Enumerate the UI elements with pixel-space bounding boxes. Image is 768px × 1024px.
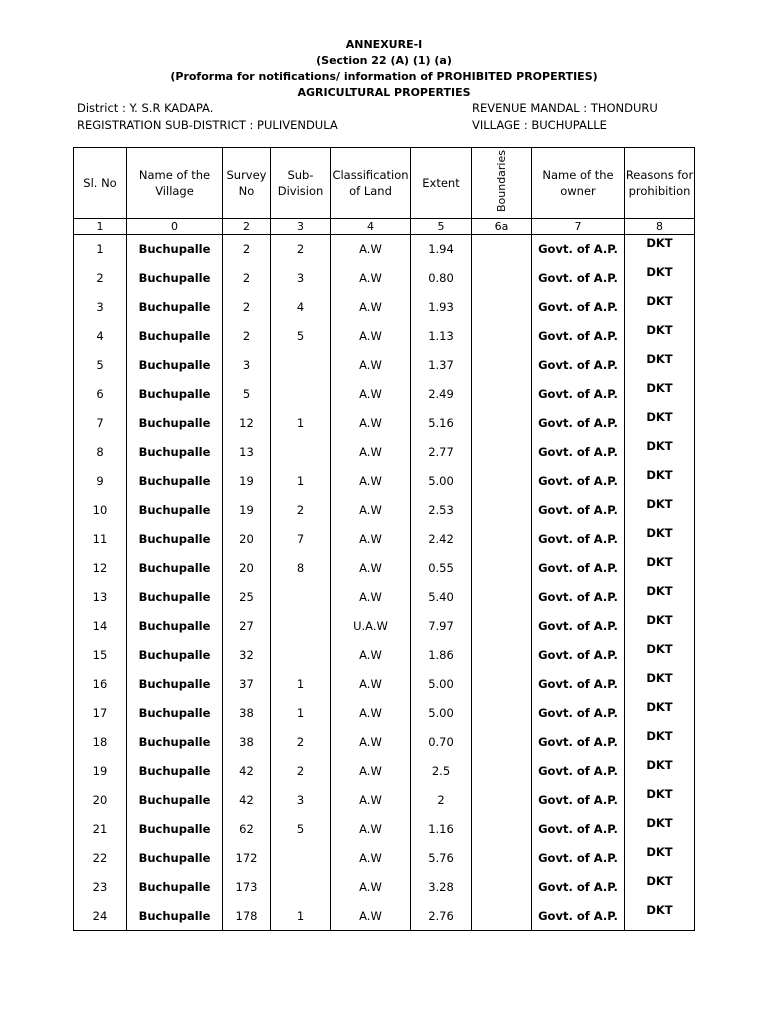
cell-sub-division: 8 — [271, 554, 331, 583]
cell-sl-no: 15 — [74, 641, 127, 670]
cell-village-name: Buchupalle — [127, 235, 223, 264]
cell-reason: DKT — [625, 902, 695, 931]
cell-village-name: Buchupalle — [127, 728, 223, 757]
cell-sl-no: 18 — [74, 728, 127, 757]
prohibited-properties-table — [73, 147, 695, 931]
cell-sl-no: 2 — [74, 264, 127, 293]
cell-reason: DKT — [625, 641, 695, 670]
column-number: 4 — [331, 219, 411, 235]
village-label: VILLAGE : BUCHUPALLE — [472, 118, 607, 132]
cell-extent: 1.93 — [411, 293, 472, 322]
cell-owner-name: Govt. of A.P. — [532, 902, 625, 931]
cell-village-name: Buchupalle — [127, 554, 223, 583]
header-survey-no: Survey No — [223, 148, 271, 219]
cell-survey-no: 2 — [223, 293, 271, 322]
cell-survey-no: 2 — [223, 322, 271, 351]
cell-survey-no: 62 — [223, 815, 271, 844]
cell-sl-no: 1 — [74, 235, 127, 264]
cell-extent: 5.00 — [411, 467, 472, 496]
cell-boundaries — [472, 873, 532, 902]
table-row — [74, 583, 695, 612]
table-header-row — [74, 148, 695, 219]
cell-classification: U.A.W — [331, 612, 411, 641]
cell-owner-name: Govt. of A.P. — [532, 380, 625, 409]
cell-boundaries — [472, 293, 532, 322]
cell-boundaries — [472, 699, 532, 728]
cell-extent: 0.70 — [411, 728, 472, 757]
cell-village-name: Buchupalle — [127, 873, 223, 902]
cell-sl-no: 12 — [74, 554, 127, 583]
cell-sub-division — [271, 641, 331, 670]
cell-owner-name: Govt. of A.P. — [532, 670, 625, 699]
cell-village-name: Buchupalle — [127, 902, 223, 931]
cell-sub-division — [271, 438, 331, 467]
cell-survey-no: 42 — [223, 786, 271, 815]
cell-extent: 7.97 — [411, 612, 472, 641]
cell-owner-name: Govt. of A.P. — [532, 264, 625, 293]
cell-sl-no: 4 — [74, 322, 127, 351]
cell-sub-division — [271, 873, 331, 902]
cell-village-name: Buchupalle — [127, 699, 223, 728]
cell-reason: DKT — [625, 554, 695, 583]
cell-reason: DKT — [625, 786, 695, 815]
cell-classification: A.W — [331, 467, 411, 496]
cell-extent: 2 — [411, 786, 472, 815]
cell-reason: DKT — [625, 235, 695, 264]
cell-classification: A.W — [331, 815, 411, 844]
cell-boundaries — [472, 467, 532, 496]
cell-village-name: Buchupalle — [127, 409, 223, 438]
property-type-heading: AGRICULTURAL PROPERTIES — [297, 86, 471, 99]
cell-village-name: Buchupalle — [127, 380, 223, 409]
cell-sl-no: 19 — [74, 757, 127, 786]
cell-boundaries — [472, 757, 532, 786]
cell-survey-no: 178 — [223, 902, 271, 931]
table-row — [74, 873, 695, 902]
column-number: 5 — [411, 219, 472, 235]
column-number: 1 — [74, 219, 127, 235]
table-row — [74, 293, 695, 322]
cell-village-name: Buchupalle — [127, 496, 223, 525]
registration-subdistrict-label: REGISTRATION SUB-DISTRICT : PULIVENDULA — [77, 118, 338, 132]
cell-boundaries — [472, 438, 532, 467]
column-number: 3 — [271, 219, 331, 235]
cell-owner-name: Govt. of A.P. — [532, 786, 625, 815]
cell-owner-name: Govt. of A.P. — [532, 873, 625, 902]
header-village-name: Name of the Village — [127, 148, 223, 219]
cell-sub-division: 2 — [271, 235, 331, 264]
cell-extent: 2.53 — [411, 496, 472, 525]
header-sl-no: Sl. No — [74, 148, 127, 219]
header-extent: Extent — [411, 148, 472, 219]
table-row — [74, 728, 695, 757]
cell-survey-no: 38 — [223, 728, 271, 757]
cell-owner-name: Govt. of A.P. — [532, 322, 625, 351]
cell-sl-no: 21 — [74, 815, 127, 844]
cell-owner-name: Govt. of A.P. — [532, 351, 625, 380]
table-row — [74, 670, 695, 699]
cell-sl-no: 7 — [74, 409, 127, 438]
cell-extent: 1.13 — [411, 322, 472, 351]
cell-reason: DKT — [625, 380, 695, 409]
cell-extent: 1.37 — [411, 351, 472, 380]
cell-sub-division: 1 — [271, 902, 331, 931]
cell-reason: DKT — [625, 728, 695, 757]
cell-village-name: Buchupalle — [127, 786, 223, 815]
header-boundaries: Boundaries — [472, 148, 532, 219]
cell-reason: DKT — [625, 670, 695, 699]
cell-sl-no: 13 — [74, 583, 127, 612]
cell-survey-no: 2 — [223, 235, 271, 264]
cell-classification: A.W — [331, 728, 411, 757]
cell-classification: A.W — [331, 583, 411, 612]
cell-boundaries — [472, 786, 532, 815]
cell-reason: DKT — [625, 525, 695, 554]
annexure-title: ANNEXURE-I — [345, 38, 423, 51]
cell-boundaries — [472, 554, 532, 583]
header-sub-division: Sub- Division — [271, 148, 331, 219]
cell-boundaries — [472, 322, 532, 351]
cell-extent: 3.28 — [411, 873, 472, 902]
cell-reason: DKT — [625, 293, 695, 322]
cell-sl-no: 17 — [74, 699, 127, 728]
cell-extent: 5.00 — [411, 670, 472, 699]
cell-sub-division: 5 — [271, 322, 331, 351]
cell-boundaries — [472, 612, 532, 641]
cell-sl-no: 5 — [74, 351, 127, 380]
cell-extent: 2.42 — [411, 525, 472, 554]
cell-owner-name: Govt. of A.P. — [532, 844, 625, 873]
cell-sl-no: 22 — [74, 844, 127, 873]
table-row — [74, 844, 695, 873]
table-body — [74, 235, 695, 931]
section-reference: (Section 22 (A) (1) (a) — [316, 54, 452, 67]
cell-reason: DKT — [625, 438, 695, 467]
cell-sl-no: 10 — [74, 496, 127, 525]
cell-classification: A.W — [331, 525, 411, 554]
district-label: District : Y. S.R KADAPA. — [77, 101, 214, 115]
cell-sub-division: 2 — [271, 728, 331, 757]
column-number: 0 — [127, 219, 223, 235]
table-row — [74, 496, 695, 525]
cell-survey-no: 38 — [223, 699, 271, 728]
cell-classification: A.W — [331, 438, 411, 467]
table-row — [74, 380, 695, 409]
cell-sl-no: 9 — [74, 467, 127, 496]
cell-sl-no: 11 — [74, 525, 127, 554]
cell-owner-name: Govt. of A.P. — [532, 641, 625, 670]
cell-owner-name: Govt. of A.P. — [532, 235, 625, 264]
cell-reason: DKT — [625, 264, 695, 293]
cell-classification: A.W — [331, 351, 411, 380]
cell-extent: 1.94 — [411, 235, 472, 264]
cell-survey-no: 13 — [223, 438, 271, 467]
cell-boundaries — [472, 641, 532, 670]
cell-owner-name: Govt. of A.P. — [532, 583, 625, 612]
cell-survey-no: 19 — [223, 496, 271, 525]
cell-reason: DKT — [625, 815, 695, 844]
cell-classification: A.W — [331, 264, 411, 293]
cell-reason: DKT — [625, 496, 695, 525]
cell-classification: A.W — [331, 322, 411, 351]
cell-reason: DKT — [625, 467, 695, 496]
cell-sub-division — [271, 612, 331, 641]
cell-boundaries — [472, 815, 532, 844]
cell-survey-no: 37 — [223, 670, 271, 699]
cell-village-name: Buchupalle — [127, 583, 223, 612]
cell-sub-division — [271, 844, 331, 873]
cell-village-name: Buchupalle — [127, 322, 223, 351]
column-number: 2 — [223, 219, 271, 235]
cell-survey-no: 42 — [223, 757, 271, 786]
cell-village-name: Buchupalle — [127, 525, 223, 554]
cell-sub-division: 2 — [271, 757, 331, 786]
cell-survey-no: 2 — [223, 264, 271, 293]
table-row — [74, 699, 695, 728]
cell-classification: A.W — [331, 554, 411, 583]
cell-village-name: Buchupalle — [127, 612, 223, 641]
table-row — [74, 815, 695, 844]
table-row — [74, 467, 695, 496]
cell-survey-no: 12 — [223, 409, 271, 438]
cell-extent: 5.40 — [411, 583, 472, 612]
cell-village-name: Buchupalle — [127, 670, 223, 699]
table-row — [74, 264, 695, 293]
table-row — [74, 351, 695, 380]
cell-boundaries — [472, 496, 532, 525]
cell-reason: DKT — [625, 409, 695, 438]
cell-boundaries — [472, 844, 532, 873]
cell-sl-no: 3 — [74, 293, 127, 322]
cell-classification: A.W — [331, 699, 411, 728]
cell-classification: A.W — [331, 902, 411, 931]
cell-boundaries — [472, 525, 532, 554]
cell-boundaries — [472, 902, 532, 931]
cell-owner-name: Govt. of A.P. — [532, 467, 625, 496]
cell-boundaries — [472, 728, 532, 757]
cell-classification: A.W — [331, 873, 411, 902]
cell-village-name: Buchupalle — [127, 293, 223, 322]
table-row — [74, 554, 695, 583]
cell-village-name: Buchupalle — [127, 757, 223, 786]
cell-boundaries — [472, 380, 532, 409]
cell-owner-name: Govt. of A.P. — [532, 554, 625, 583]
cell-boundaries — [472, 351, 532, 380]
cell-extent: 2.49 — [411, 380, 472, 409]
cell-survey-no: 172 — [223, 844, 271, 873]
cell-extent: 0.80 — [411, 264, 472, 293]
cell-village-name: Buchupalle — [127, 641, 223, 670]
header-reasons: Reasons for prohibition — [625, 148, 695, 219]
cell-extent: 1.16 — [411, 815, 472, 844]
cell-boundaries — [472, 583, 532, 612]
cell-sub-division — [271, 380, 331, 409]
cell-survey-no: 173 — [223, 873, 271, 902]
cell-sl-no: 23 — [74, 873, 127, 902]
cell-survey-no: 20 — [223, 554, 271, 583]
cell-classification: A.W — [331, 670, 411, 699]
cell-sub-division: 3 — [271, 264, 331, 293]
cell-survey-no: 32 — [223, 641, 271, 670]
table-row — [74, 322, 695, 351]
cell-reason: DKT — [625, 322, 695, 351]
cell-sl-no: 20 — [74, 786, 127, 815]
cell-sub-division: 2 — [271, 496, 331, 525]
table-row — [74, 786, 695, 815]
cell-classification: A.W — [331, 786, 411, 815]
table-row — [74, 612, 695, 641]
table-row — [74, 757, 695, 786]
cell-sl-no: 14 — [74, 612, 127, 641]
cell-village-name: Buchupalle — [127, 438, 223, 467]
table-row — [74, 641, 695, 670]
cell-reason: DKT — [625, 844, 695, 873]
cell-sl-no: 24 — [74, 902, 127, 931]
cell-reason: DKT — [625, 757, 695, 786]
cell-owner-name: Govt. of A.P. — [532, 728, 625, 757]
cell-owner-name: Govt. of A.P. — [532, 496, 625, 525]
cell-survey-no: 5 — [223, 380, 271, 409]
cell-classification: A.W — [331, 380, 411, 409]
cell-classification: A.W — [331, 496, 411, 525]
cell-sub-division: 1 — [271, 409, 331, 438]
cell-sub-division: 1 — [271, 467, 331, 496]
cell-extent: 1.86 — [411, 641, 472, 670]
column-number: 7 — [532, 219, 625, 235]
cell-reason: DKT — [625, 873, 695, 902]
cell-classification: A.W — [331, 641, 411, 670]
cell-sub-division — [271, 351, 331, 380]
cell-classification: A.W — [331, 293, 411, 322]
cell-sub-division: 5 — [271, 815, 331, 844]
table-row — [74, 902, 695, 931]
cell-reason: DKT — [625, 612, 695, 641]
cell-owner-name: Govt. of A.P. — [532, 699, 625, 728]
cell-sl-no: 8 — [74, 438, 127, 467]
cell-extent: 2.76 — [411, 902, 472, 931]
cell-owner-name: Govt. of A.P. — [532, 409, 625, 438]
proforma-title: (Proforma for notifications/ information of PROHIBITED PROPERTIES) — [170, 70, 598, 83]
header-classification: Classification of Land — [331, 148, 411, 219]
cell-owner-name: Govt. of A.P. — [532, 815, 625, 844]
cell-reason: DKT — [625, 351, 695, 380]
cell-extent: 5.00 — [411, 699, 472, 728]
cell-village-name: Buchupalle — [127, 467, 223, 496]
cell-classification: A.W — [331, 844, 411, 873]
cell-reason: DKT — [625, 699, 695, 728]
cell-sub-division: 1 — [271, 699, 331, 728]
cell-classification: A.W — [331, 409, 411, 438]
cell-classification: A.W — [331, 757, 411, 786]
cell-survey-no: 19 — [223, 467, 271, 496]
cell-survey-no: 27 — [223, 612, 271, 641]
cell-owner-name: Govt. of A.P. — [532, 438, 625, 467]
cell-boundaries — [472, 264, 532, 293]
cell-sub-division: 4 — [271, 293, 331, 322]
table-row — [74, 525, 695, 554]
cell-extent: 5.76 — [411, 844, 472, 873]
cell-village-name: Buchupalle — [127, 264, 223, 293]
cell-extent: 5.16 — [411, 409, 472, 438]
cell-owner-name: Govt. of A.P. — [532, 757, 625, 786]
cell-owner-name: Govt. of A.P. — [532, 612, 625, 641]
cell-boundaries — [472, 409, 532, 438]
revenue-mandal-label: REVENUE MANDAL : THONDURU — [472, 101, 658, 115]
column-number: 6a — [472, 219, 532, 235]
cell-sl-no: 6 — [74, 380, 127, 409]
table-row — [74, 235, 695, 264]
cell-owner-name: Govt. of A.P. — [532, 525, 625, 554]
cell-survey-no: 20 — [223, 525, 271, 554]
cell-survey-no: 25 — [223, 583, 271, 612]
column-number: 8 — [625, 219, 695, 235]
cell-sub-division — [271, 583, 331, 612]
table-row — [74, 409, 695, 438]
column-number-row — [74, 219, 695, 235]
header-owner-name: Name of the owner — [532, 148, 625, 219]
cell-sl-no: 16 — [74, 670, 127, 699]
cell-sub-division: 7 — [271, 525, 331, 554]
cell-classification: A.W — [331, 235, 411, 264]
cell-sub-division: 3 — [271, 786, 331, 815]
cell-extent: 2.77 — [411, 438, 472, 467]
cell-village-name: Buchupalle — [127, 351, 223, 380]
cell-extent: 0.55 — [411, 554, 472, 583]
cell-boundaries — [472, 235, 532, 264]
cell-reason: DKT — [625, 583, 695, 612]
cell-sub-division: 1 — [271, 670, 331, 699]
cell-owner-name: Govt. of A.P. — [532, 293, 625, 322]
table-row — [74, 438, 695, 467]
cell-village-name: Buchupalle — [127, 844, 223, 873]
cell-village-name: Buchupalle — [127, 815, 223, 844]
cell-survey-no: 3 — [223, 351, 271, 380]
cell-boundaries — [472, 670, 532, 699]
cell-extent: 2.5 — [411, 757, 472, 786]
